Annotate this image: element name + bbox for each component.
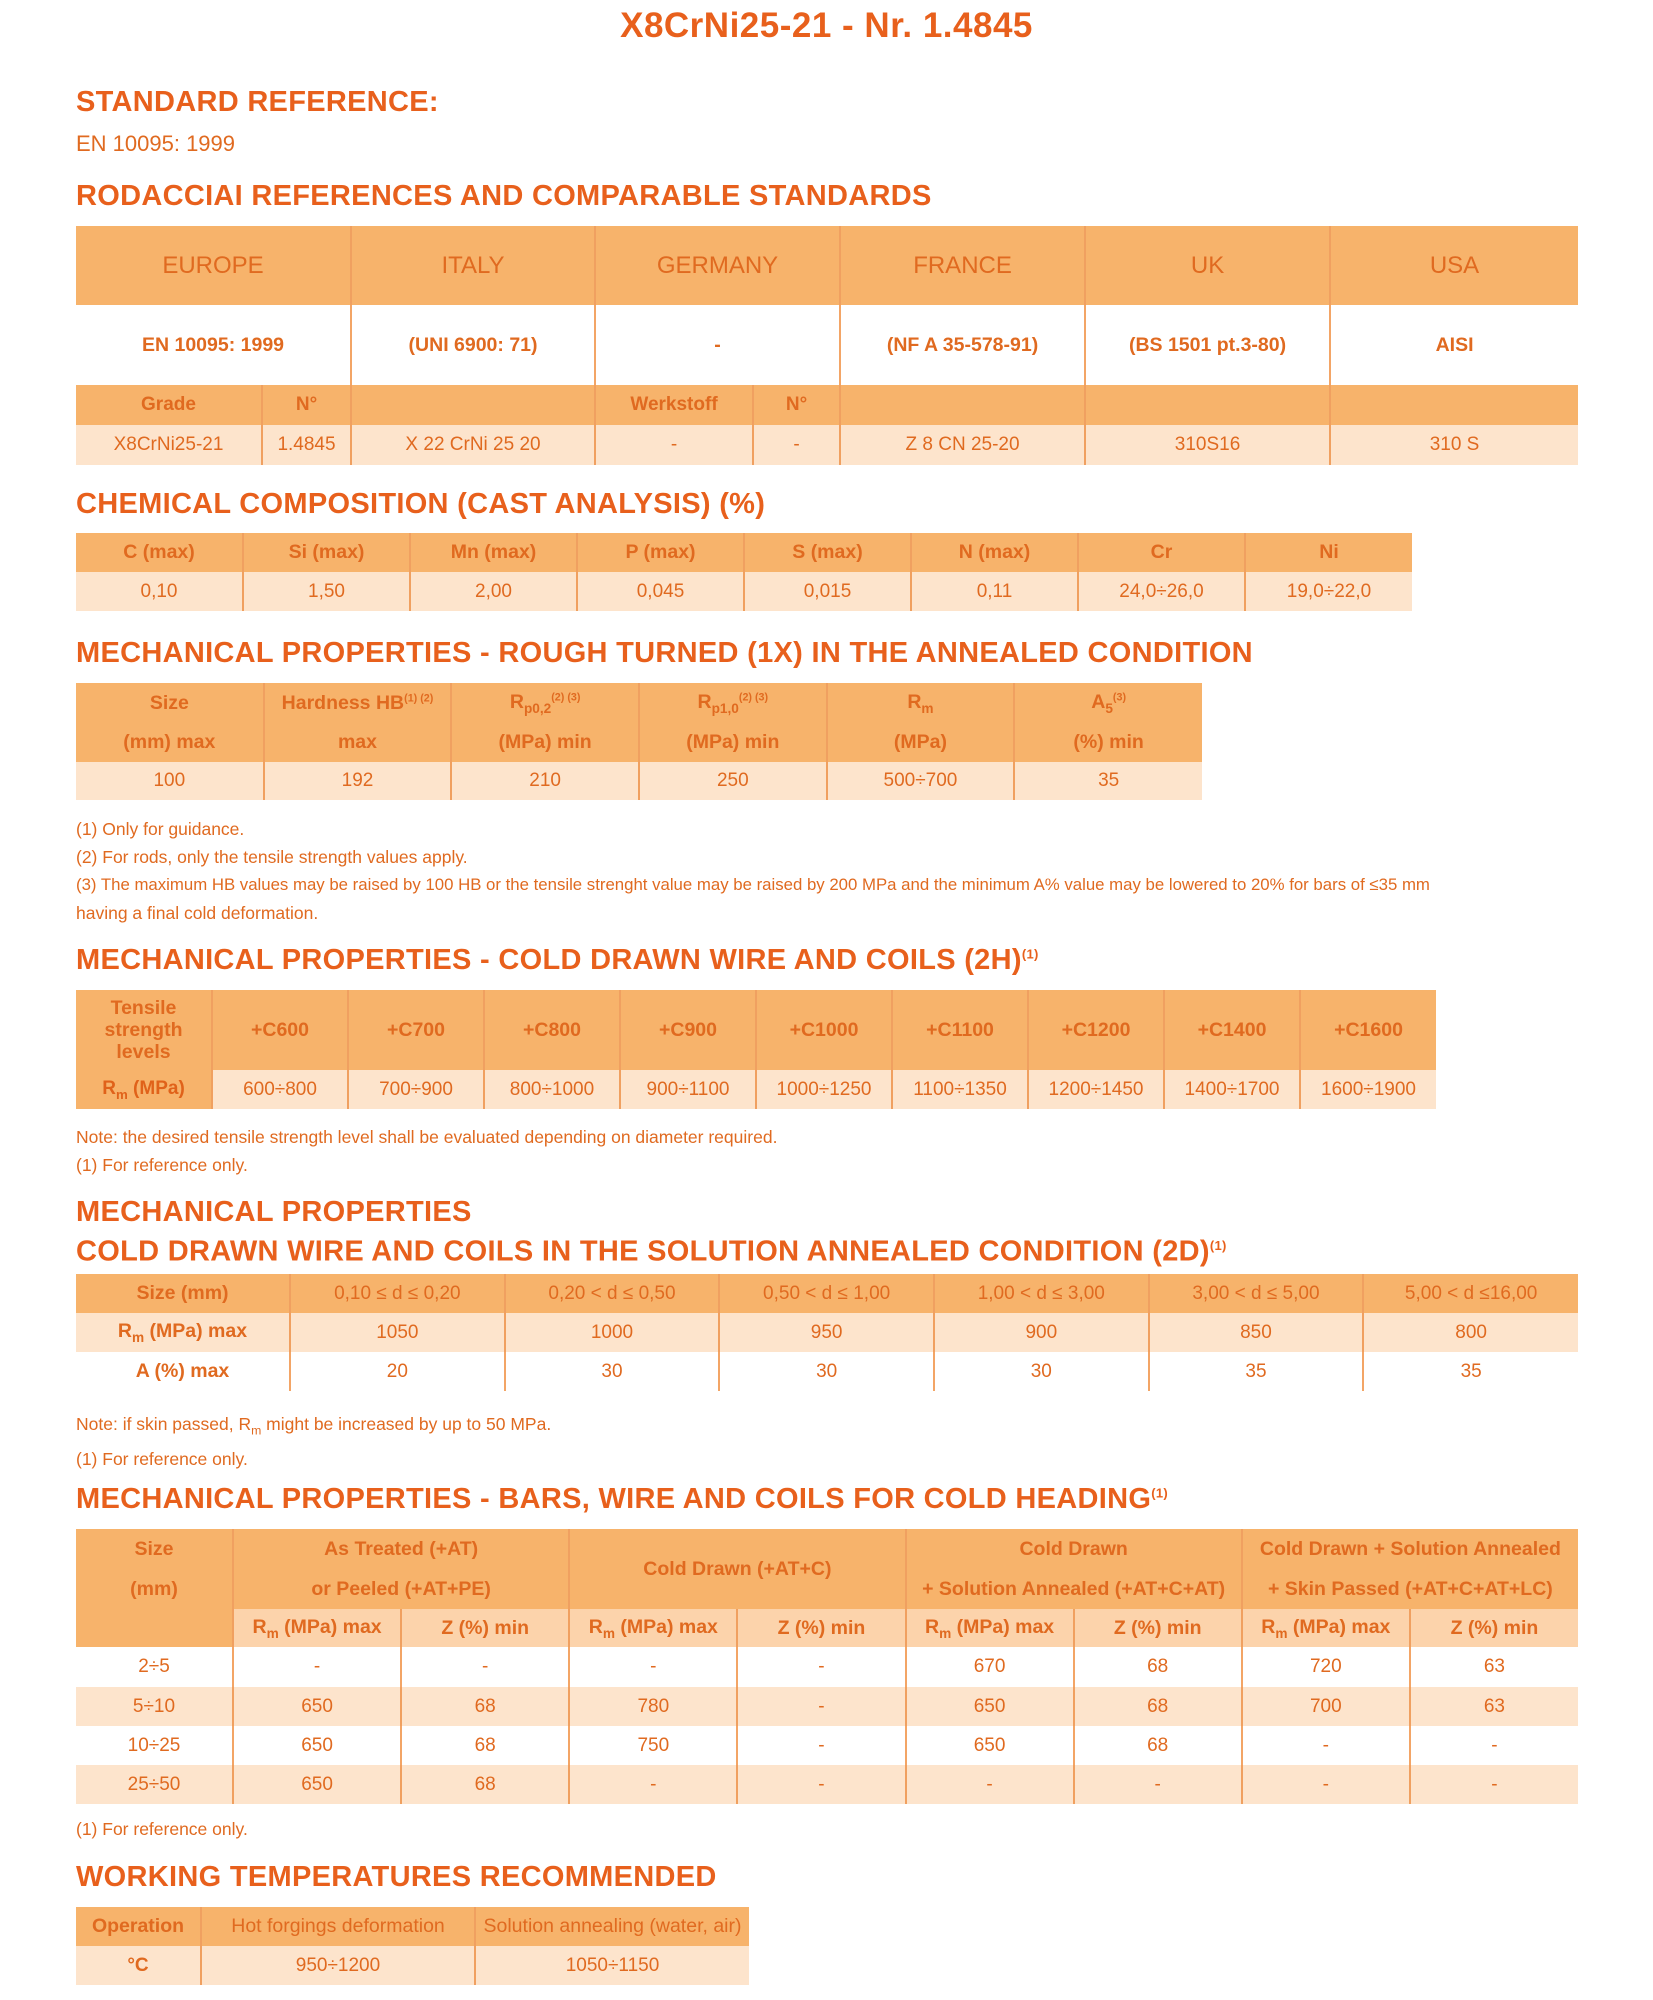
group-cold-drawn-sa-1: Cold Drawn xyxy=(906,1529,1242,1569)
references-values-row xyxy=(76,425,1578,465)
chem-header-cr: Cr xyxy=(1078,533,1245,572)
cell: - xyxy=(1242,1765,1410,1804)
size-header-line-1: Size xyxy=(134,1538,174,1560)
col-rm-m: m xyxy=(939,1625,952,1641)
country-usa: USA xyxy=(1429,251,1480,279)
cold-drawn-2d-heading xyxy=(76,1196,1227,1269)
table-row xyxy=(76,1726,1578,1765)
cell: - xyxy=(1242,1726,1410,1765)
a-max-row xyxy=(76,1352,1578,1391)
cell: - xyxy=(401,1647,569,1687)
rm-m: m xyxy=(115,1086,128,1102)
rm-value-c1600: 1600÷1900 xyxy=(1321,1078,1416,1100)
cold-heading-col-header-row xyxy=(76,1609,1578,1647)
chem-header-p: P (max) xyxy=(577,533,744,572)
hot-forging-header: Hot forgings deformation xyxy=(201,1907,475,1946)
size-range-4: 1,00 < d ≤ 3,00 xyxy=(934,1274,1149,1313)
rm-max-1: 1050 xyxy=(290,1313,505,1352)
standard-usa: AISI xyxy=(1435,333,1474,356)
werkstoff-number-header: N° xyxy=(753,385,840,425)
cell: - xyxy=(737,1647,905,1687)
cold-drawn-2h-note-1: Note: the desired tensile strength level shall be evaluated depending on diameter required. xyxy=(76,1127,778,1147)
col-rm-m: m xyxy=(266,1625,279,1641)
cold-drawn-2d-note-1 xyxy=(76,1410,551,1445)
cold-heading-table xyxy=(76,1529,1578,1804)
operation-header: Operation xyxy=(76,1907,201,1946)
rm-values-row xyxy=(76,1070,1436,1109)
chem-header-ni: Ni xyxy=(1319,541,1339,563)
rough-header-hb xyxy=(264,683,452,723)
a-max-6: 35 xyxy=(1460,1360,1482,1382)
col-z-1: Z (%) min xyxy=(401,1609,569,1647)
standard-europe: EN 10095: 1999 xyxy=(76,305,351,385)
rm-max-2: 1000 xyxy=(505,1313,720,1352)
col-rm-2 xyxy=(569,1609,737,1647)
rough-header-a5 xyxy=(1014,683,1202,723)
rm-value-c700: 700÷900 xyxy=(348,1070,484,1109)
rough-value-size: 100 xyxy=(76,762,264,800)
col-z-3: Z (%) min xyxy=(1074,1609,1242,1647)
cold-heading-heading xyxy=(76,1483,1168,1516)
size-label: Size (mm) xyxy=(76,1274,290,1313)
uk-value: 310S16 xyxy=(1085,425,1330,465)
empty-size-cell xyxy=(76,1609,233,1647)
cell: 650 xyxy=(906,1687,1074,1726)
cell: - xyxy=(1074,1765,1242,1804)
rm-value-c1200: 1200÷1450 xyxy=(1028,1070,1164,1109)
empty-header-cell xyxy=(351,385,595,425)
number-value: 1.4845 xyxy=(262,425,351,465)
country-france: FRANCE xyxy=(840,226,1085,305)
row-size: 10÷25 xyxy=(76,1726,233,1765)
note-post: might be increased by up to 50 MPa. xyxy=(261,1414,552,1434)
cell: 720 xyxy=(1242,1647,1410,1687)
rough-turned-heading: MECHANICAL PROPERTIES - ROUGH TURNED (1X) IN THE ANNEALED CONDITION xyxy=(76,637,1253,669)
page-title: X8CrNi25-21 - Nr. 1.4845 xyxy=(620,6,1033,45)
cold-drawn-2h-table xyxy=(76,990,1436,1109)
cell: 63 xyxy=(1483,1695,1505,1717)
cell: - xyxy=(906,1765,1074,1804)
level-c600: +C600 xyxy=(212,990,348,1070)
chem-value-mn: 2,00 xyxy=(410,572,577,611)
usa-value: 310 S xyxy=(1429,434,1480,455)
row-size: 2÷5 xyxy=(76,1647,233,1687)
chem-value-p: 0,045 xyxy=(577,572,744,611)
note-3-cont: having a final cold deformation. xyxy=(76,903,319,923)
size-range-6: 5,00 < d ≤16,00 xyxy=(1404,1282,1538,1304)
rough-header-hb-unit: max xyxy=(264,723,452,762)
rough-header-rp02-unit: (MPa) min xyxy=(451,723,639,762)
chem-value-si: 1,50 xyxy=(243,572,410,611)
working-temperatures-heading: WORKING TEMPERATURES RECOMMENDED xyxy=(76,1861,717,1893)
rp02-footnote: (2) (3) xyxy=(551,691,581,704)
cell: 780 xyxy=(569,1687,737,1726)
standard-reference-heading: STANDARD REFERENCE: xyxy=(76,86,439,118)
col-rm-m: m xyxy=(602,1625,615,1641)
cell: 700 xyxy=(1242,1687,1410,1726)
cell: 650 xyxy=(906,1726,1074,1765)
rough-header-row-2 xyxy=(76,723,1202,762)
col-rm-unit: (MPa) max xyxy=(614,1615,718,1638)
cell: - xyxy=(233,1647,401,1687)
group-cold-drawn-sa-2: + Solution Annealed (+AT+C+AT) xyxy=(906,1569,1242,1609)
a5-footnote: (3) xyxy=(1112,691,1127,704)
size-range-2: 0,20 < d ≤ 0,50 xyxy=(505,1274,720,1313)
country-italy: ITALY xyxy=(351,226,595,305)
col-rm-r: R xyxy=(588,1615,603,1638)
rm-max-m: m xyxy=(132,1329,145,1345)
number-header: N° xyxy=(262,385,351,425)
cell: 68 xyxy=(1074,1687,1242,1726)
temp-header-row xyxy=(76,1907,749,1946)
cold-drawn-2d-heading-line-1: MECHANICAL PROPERTIES xyxy=(76,1196,472,1228)
chemical-values-row xyxy=(76,572,1412,611)
rm-value-c1000: 1000÷1250 xyxy=(756,1070,892,1109)
col-rm-r: R xyxy=(252,1615,267,1638)
rough-header-rp10-unit: (MPa) min xyxy=(639,723,827,762)
note-sub: m xyxy=(251,1423,262,1438)
cell: 68 xyxy=(401,1687,569,1726)
rough-turned-notes xyxy=(76,815,1430,927)
references-table xyxy=(76,226,1578,465)
temp-values-row xyxy=(76,1946,749,1985)
col-rm-3 xyxy=(906,1609,1074,1647)
rough-header-rm xyxy=(827,683,1015,723)
tensile-label-line-2: strength xyxy=(104,1019,183,1041)
rm-label: R xyxy=(907,690,922,713)
a-max-2: 30 xyxy=(505,1352,720,1391)
cell: 650 xyxy=(233,1687,401,1726)
tensile-label-line-3: levels xyxy=(116,1041,171,1063)
standards-row xyxy=(76,305,1578,385)
grade-value: X8CrNi25-21 xyxy=(76,425,262,465)
chem-value-n: 0,11 xyxy=(911,572,1078,611)
level-c1100: +C1100 xyxy=(892,990,1028,1070)
rp02-label: R xyxy=(509,690,524,713)
rm-max-label xyxy=(76,1313,290,1352)
chemical-table xyxy=(76,533,1412,611)
cell: 68 xyxy=(1074,1726,1242,1765)
cold-heading-size-header xyxy=(76,1529,233,1609)
rough-header-size: Size xyxy=(76,683,264,723)
col-rm-4 xyxy=(1242,1609,1410,1647)
col-rm-unit: (MPa) max xyxy=(1287,1615,1391,1638)
solution-annealing-header: Solution annealing (water, air) xyxy=(483,1915,742,1937)
rough-header-a5-unit: (%) min xyxy=(1073,731,1144,753)
chem-header-s: S (max) xyxy=(744,533,911,572)
cell: 650 xyxy=(233,1726,401,1765)
chem-header-c: C (max) xyxy=(76,533,243,572)
row-size: 25÷50 xyxy=(76,1765,233,1804)
empty-header-cell xyxy=(1085,385,1330,425)
rm-max-row xyxy=(76,1313,1578,1352)
col-rm-r: R xyxy=(924,1615,940,1638)
rm-value-c600: 600÷800 xyxy=(212,1070,348,1109)
col-rm-unit: (MPa) max xyxy=(951,1615,1055,1638)
note-1: (1) Only for guidance. xyxy=(76,819,245,839)
cell: - xyxy=(569,1765,737,1804)
empty-header-cell xyxy=(1330,385,1578,425)
references-heading: RODACCIAI REFERENCES AND COMPARABLE STANDARDS xyxy=(76,180,932,212)
standard-france: (NF A 35-578-91) xyxy=(840,305,1085,385)
rm-max-4: 900 xyxy=(934,1313,1149,1352)
cell: - xyxy=(1491,1734,1498,1756)
chem-header-si: Si (max) xyxy=(243,533,410,572)
country-germany: GERMANY xyxy=(595,226,840,305)
standard-germany: - xyxy=(595,305,840,385)
chemical-heading: CHEMICAL COMPOSITION (CAST ANALYSIS) (%) xyxy=(76,488,766,520)
group-as-treated-1: As Treated (+AT) xyxy=(233,1529,569,1569)
col-rm-1 xyxy=(233,1609,401,1647)
rm-max-r: R xyxy=(117,1320,132,1343)
cold-drawn-2d-table xyxy=(76,1274,1578,1391)
chem-value-s: 0,015 xyxy=(744,572,911,611)
a-max-4: 30 xyxy=(934,1352,1149,1391)
a-max-label: A (%) max xyxy=(76,1352,290,1391)
rough-header-rp02 xyxy=(451,683,639,723)
standard-reference-value: EN 10095: 1999 xyxy=(76,131,236,156)
empty-header-cell xyxy=(840,385,1085,425)
group-cold-drawn-sp-2: + Skin Passed (+AT+C+AT+LC) xyxy=(1267,1577,1553,1600)
level-c700: +C700 xyxy=(348,990,484,1070)
cold-heading-footnote: (1) xyxy=(1151,1485,1169,1501)
table-row xyxy=(76,1765,1578,1804)
tensile-label-line-1: Tensile xyxy=(110,997,177,1019)
level-c1200: +C1200 xyxy=(1028,990,1164,1070)
rm-unit: (MPa) xyxy=(127,1077,185,1099)
chem-header-mn: Mn (max) xyxy=(410,533,577,572)
level-c900: +C900 xyxy=(620,990,756,1070)
rough-header-row-1 xyxy=(76,683,1202,723)
cell: 670 xyxy=(906,1647,1074,1687)
col-rm-r: R xyxy=(1261,1615,1276,1638)
cell: 68 xyxy=(401,1765,569,1804)
rm-value-c900: 900÷1100 xyxy=(620,1070,756,1109)
rough-header-size-unit: (mm) max xyxy=(76,723,264,762)
rough-value-rp02: 210 xyxy=(451,762,639,800)
rough-header-rp10 xyxy=(639,683,827,723)
rm-r: R xyxy=(102,1077,116,1099)
rough-value-hb: 192 xyxy=(264,762,452,800)
cold-drawn-2d-note-2: (1) For reference only. xyxy=(76,1448,248,1469)
cold-heading-group-row-1 xyxy=(76,1529,1578,1569)
hb-label: Hardness HB xyxy=(281,691,405,714)
size-range-3: 0,50 < d ≤ 1,00 xyxy=(719,1274,934,1313)
rp10-sub: p1,0 xyxy=(711,700,739,716)
note-pre: Note: if skin passed, R xyxy=(76,1414,252,1434)
group-cold-drawn-sp-1: Cold Drawn + Solution Annealed xyxy=(1259,1537,1561,1560)
rm-max-unit: (MPa) max xyxy=(144,1320,248,1343)
rough-value-rm: 500÷700 xyxy=(827,762,1015,800)
size-header-line-2: (mm) xyxy=(130,1578,178,1600)
a5-sub: 5 xyxy=(1105,700,1113,716)
tensile-levels-label xyxy=(76,990,212,1070)
group-cold-drawn: Cold Drawn (+AT+C) xyxy=(569,1529,905,1609)
group-as-treated-2: or Peeled (+AT+PE) xyxy=(233,1569,569,1609)
cell: 63 xyxy=(1483,1656,1505,1677)
a-max-1: 20 xyxy=(290,1352,505,1391)
cold-drawn-2h-footnote: (1) xyxy=(1021,946,1039,962)
cold-drawn-2d-heading-line-2 xyxy=(76,1229,1227,1269)
cell: - xyxy=(1491,1773,1498,1795)
cell: 68 xyxy=(401,1726,569,1765)
rough-turned-table xyxy=(76,683,1202,800)
cell: 650 xyxy=(233,1765,401,1804)
note-2: (2) For rods, only the tensile strength values apply. xyxy=(76,847,468,867)
countries-row xyxy=(76,226,1578,305)
levels-row xyxy=(76,990,1436,1070)
rm-sub: m xyxy=(921,700,934,716)
cold-drawn-2h-heading-text: MECHANICAL PROPERTIES - COLD DRAWN WIRE AND COILS (2H) xyxy=(76,944,1022,976)
cell: - xyxy=(737,1726,905,1765)
chem-value-cr: 24,0÷26,0 xyxy=(1078,572,1245,611)
cold-drawn-2h-note-2: (1) For reference only. xyxy=(76,1155,248,1175)
a5-label: A xyxy=(1091,690,1106,713)
hot-forging-value: 950÷1200 xyxy=(201,1946,475,1985)
cell: - xyxy=(737,1765,905,1804)
rm-max-5: 850 xyxy=(1149,1313,1364,1352)
cold-drawn-2d-footnote: (1) xyxy=(1209,1238,1227,1253)
col-z-4: Z (%) min xyxy=(1410,1609,1578,1647)
table-row xyxy=(76,1687,1578,1726)
level-c1000: +C1000 xyxy=(756,990,892,1070)
rough-value-rp10: 250 xyxy=(639,762,827,800)
chemical-header-row xyxy=(76,533,1412,572)
rm-label-cell xyxy=(76,1070,212,1109)
col-z-2: Z (%) min xyxy=(737,1609,905,1647)
cold-drawn-2h-notes xyxy=(76,1123,777,1179)
level-c1600: +C1600 xyxy=(1334,1018,1403,1041)
cell: 68 xyxy=(1074,1647,1242,1687)
country-europe: EUROPE xyxy=(76,226,351,305)
rough-values-row xyxy=(76,762,1202,800)
size-range-5: 3,00 < d ≤ 5,00 xyxy=(1149,1274,1364,1313)
country-uk: UK xyxy=(1085,226,1330,305)
col-rm-m: m xyxy=(1275,1625,1288,1641)
rm-value-c1400: 1400÷1700 xyxy=(1164,1070,1300,1109)
rough-header-rm-unit: (MPa) xyxy=(827,723,1015,762)
cold-drawn-2d-notes xyxy=(76,1410,551,1473)
werkstoff-header: Werkstoff xyxy=(595,385,753,425)
cell: - xyxy=(737,1687,905,1726)
rough-value-a5: 35 xyxy=(1098,770,1120,791)
rm-value-c1100: 1100÷1350 xyxy=(892,1070,1028,1109)
chem-value-ni: 19,0÷22,0 xyxy=(1286,580,1372,602)
italy-value: X 22 CrNi 25 20 xyxy=(351,425,595,465)
cold-heading-heading-text: MECHANICAL PROPERTIES - BARS, WIRE AND COILS FOR COLD HEADING xyxy=(76,1483,1152,1515)
size-range-1: 0,10 ≤ d ≤ 0,20 xyxy=(290,1274,505,1313)
cell: - xyxy=(569,1647,737,1687)
chem-header-n: N (max) xyxy=(911,533,1078,572)
level-c1400: +C1400 xyxy=(1164,990,1300,1070)
rm-max-3: 950 xyxy=(719,1313,934,1352)
werkstoff-value: - xyxy=(595,425,753,465)
rp02-sub: p0,2 xyxy=(523,700,552,716)
cell: 750 xyxy=(569,1726,737,1765)
cold-drawn-2h-heading xyxy=(76,944,1039,977)
standard-uk: (BS 1501 pt.3-80) xyxy=(1085,305,1330,385)
col-rm-unit: (MPa) max xyxy=(278,1615,382,1638)
standard-italy: (UNI 6900: 71) xyxy=(351,305,595,385)
grade-header: Grade xyxy=(76,385,262,425)
note-3: (3) The maximum HB values may be raised by 100 HB or the tensile strenght value may be raised by 200 MPa and the minimum A% value may be lowered to 20% for bars of ≤35 mm xyxy=(76,875,1430,894)
werkstoff-number-value: - xyxy=(753,425,840,465)
unit-celsius: °C xyxy=(76,1946,201,1985)
rm-value-c800: 800÷1000 xyxy=(484,1070,620,1109)
chem-value-c: 0,10 xyxy=(76,572,243,611)
a-max-3: 30 xyxy=(719,1352,934,1391)
working-temperatures-table xyxy=(76,1907,749,1985)
row-size: 5÷10 xyxy=(76,1687,233,1726)
france-value: Z 8 CN 25-20 xyxy=(840,425,1085,465)
solution-annealing-value: 1050÷1150 xyxy=(565,1954,660,1976)
sizes-row xyxy=(76,1274,1578,1313)
a-max-5: 35 xyxy=(1149,1352,1364,1391)
cold-heading-note: (1) For reference only. xyxy=(76,1819,248,1839)
rm-max-6: 800 xyxy=(1455,1321,1487,1343)
cold-drawn-2d-heading-text: COLD DRAWN WIRE AND COILS IN THE SOLUTION ANNEALED CONDITION (2D) xyxy=(76,1235,1210,1268)
references-subheader-row xyxy=(76,385,1578,425)
rp10-label: R xyxy=(697,690,712,713)
level-c800: +C800 xyxy=(484,990,620,1070)
table-row xyxy=(76,1647,1578,1687)
hb-footnote: (1) (2) xyxy=(404,692,434,704)
rp10-footnote: (2) (3) xyxy=(738,691,769,704)
